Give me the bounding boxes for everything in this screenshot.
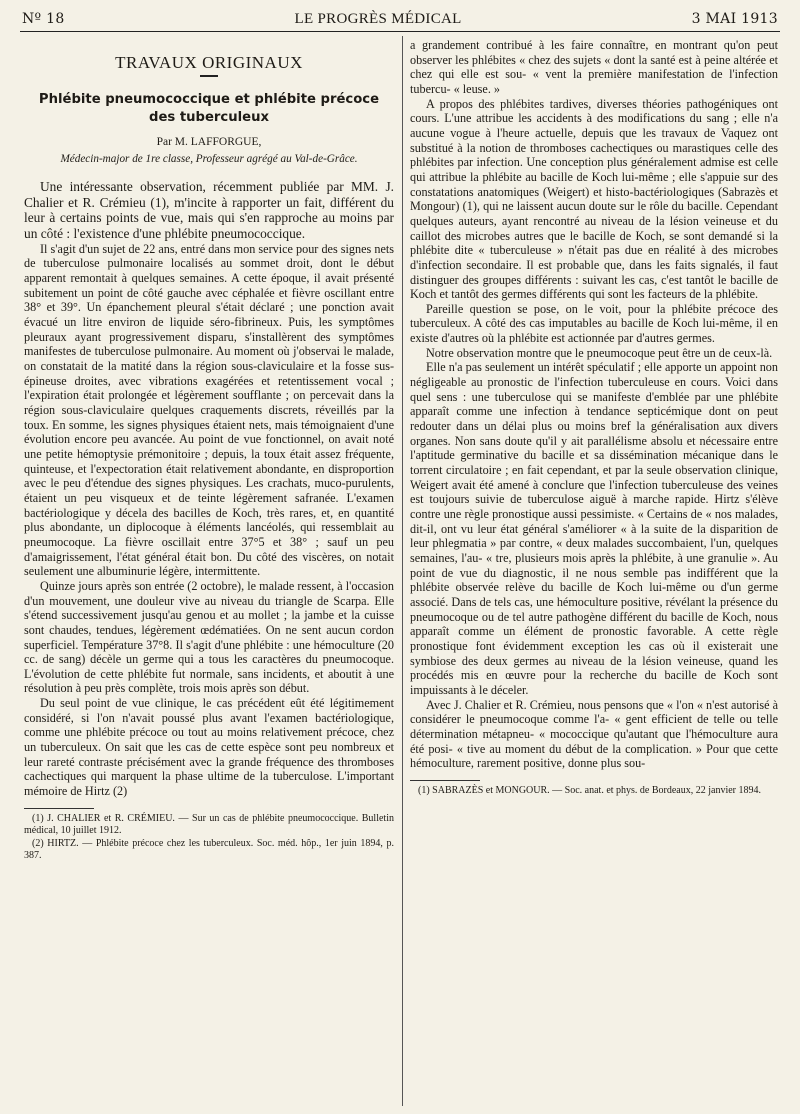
paragraph: Pareille question se pose, on le voit, pour la phlébite précoce des tuberculeux. A côté des cas imputables au bacille de Koch lui-même, il en existe d'autres où la phlébite est actionnée par d'autres germes. — [410, 301, 778, 346]
paragraph: Du seul point de vue clinique, le cas précédent eût été légitimement considéré, si l'on n'avait poussé plus avant l'examen bactériologique, comme une phlébite précoce ou tout au moins relativement précoce, chez un tuberculeux. On sait que les cas de cette espèce sont peu nombreux et leur rareté contraste précisément avec la grande fréquence des thromboses cachectiques qui marquent la phase ultime de la tuberculose. L'important mémoire de Hirtz (2) — [24, 696, 394, 799]
footnote-rule — [24, 808, 94, 809]
journal-name: LE PROGRÈS MÉDICAL — [294, 10, 462, 27]
issue-date: 3 MAI 1913 — [691, 11, 778, 27]
running-header — [22, 8, 778, 30]
article-byline: Par M. LAFFORGUE, — [156, 135, 262, 148]
paragraph: Il s'agit d'un sujet de 22 ans, entré dans mon service pour des signes nets de tuberculose pulmonaire localisés au sommet droit, dont le début apparent remontait à quelques semaines. A cette époque, il avait présenté subitement un point de côté gauche avec céphalée et fièvre oscillant entre 38° et 39°. Un épanchement pleural s'était déclaré ; une ponction avait évacué un litre environ de liquide séro-fibrineux. Puis, les symptômes pleuraux ayant progressivement disparu, s'installèrent des symptômes manifestes de tuberculose pulmonaire. Au moment où j'observai le malade, on constatait de la matité dans la région sous-claviculaire et la fosse sus-épineuse droites, avec vibrations exagérées et retentissement vocal ; l'expiration était prolongée et légèrement soufflante ; on percevait dans la région sous-claviculaire quelques craquements discrets, réveillés par la toux. En somme, les signes physiques étaient nets, mais témoignaient d'une évolution encore peu avancée. Au point de vue fonctionnel, on avait noté une petite hémoptysie prémonitoire ; depuis, la toux était assez fréquente, quinteuse, et l'expectoration était relativement abondante, en disproportion avec le peu d'étendue des signes physiques. Les crachats, muco-purulents, étaient un peu visqueux et de teinte légèrement safranée. L'examen bactériologique y décela des bacilles de Koch, très rares, et, en quantité plus abondante, un diplocoque à éléments lancéolés, qui ressemblait au pneumocoque. La fièvre oscillait entre 37°5 et 38° ; sauf un peu d'amaigrissement, l'état général était bon. Du côté des viscères, on notait seulement une albuminurie légère, intermittente. — [24, 241, 394, 579]
column-divider — [402, 36, 403, 1106]
paragraph: Elle n'a pas seulement un intérêt spéculatif ; elle apporte un appoint non négligeable au pronostic de l'infection tuberculeuse en cours. Voici dans quel sens : une tuberculose qui se manifeste d'emblée par une phlébite apparaît comme une infection à tendance septicémique dont on peut redouter dans un délai plus ou moins bref la généralisation aux divers organes. Non sans doute qu'il y ait parallélisme absolu et nécessaire entre l'aptitude germinative du bacille et sa dissémination mécanique dans le torrent circulatoire ; en fait cependant, et par la seule observation clinique, Weigert avait été amené à conclure que l'infection tuberculeuse des veines est toujours suivie de tuberculose aiguë à marche rapide. Hirtz s'élève contre une règle pronostique aussi pessimiste. « Certains de « nos malades, dit-il, ont vu leur état général s'améliorer « à la suite de la disparition de leur phlegmatia » par contre, « deux malades succombaient, l'un, quelques semaines, l'au- « tre, plusieurs mois après la phlébite, à une granulie ». Au point de vue du diagnostic, il ne nous semble pas indifférent que la phlébite observée relève du bacille de Koch lui-même ou d'un germe associé. Dans de tels cas, une hémoculture positive, révélant la présence du pneumocoque ou de tel autre pathogène différent du bacille de Koch, nous apparaît comme un élément de pronostic favorable. A cette règle pronostique font évidemment exception les cas où il existerait une symbiose des deux germes au niveau de la lésion veineuse, quand les procédés mis en œuvre pour la recherche du bacille de Koch sont impuissants à le déceler. — [410, 360, 778, 697]
footnote-rule — [410, 780, 480, 781]
section-heading: TRAVAUX ORIGINAUX — [115, 53, 303, 72]
footnote: (1) SABRAZÈS et MONGOUR. — Soc. anat. et phys. de Bordeaux, 22 janvier 1894. — [418, 784, 762, 796]
footnote: (1) J. CHALIER et R. CRÉMIEU. — Sur un cas de phlébite pneumococcique. Bulletin médical, 10 juillet 1912. — [24, 812, 394, 836]
paragraph: Notre observation montre que le pneumocoque peut être un de ceux-là. — [426, 345, 773, 360]
left-column — [24, 38, 394, 863]
header-rule — [20, 31, 780, 32]
article-title: Phlébite pneumococcique et phlébite précoce des tuberculeux — [38, 91, 380, 125]
right-column — [410, 38, 778, 798]
paragraph: Avec J. Chalier et R. Crémieu, nous pensons que « l'on « n'est autorisé à considérer le pneumocoque comme l'a- « gent efficient de telle ou telle détermination métapneu- « mococcique qu'autant que l'hémoculture aura été posi- « tive au moment du début de la complication. » Pour que cette hémoculture, rarement positive, donne plus sou- — [410, 697, 778, 771]
paragraph: Une intéressante observation, récemment publiée par MM. J. Chalier et R. Crémieu (1), m'incite à rapporter un fait, différent du leur à certains points de vue, mais qui s'en rapproche au moins par un côté : l'existence d'une phlébite pneumococcique. — [24, 178, 394, 242]
paragraph: A propos des phlébites tardives, diverses théories pathogéniques ont cours. L'une attribue les accidents à des modifications du sang ; elle n'a aucune vogue à l'heure actuelle, depuis que les travaux de Vaquez ont substitué à la notion de thromboses cachectiques ou marastiques celle des phlébites par infection. Une conception plus généralement admise est celle qui attribue la phlébite au bacille de Koch lui-même ; elle s'appuie sur des constatations anatomiques (Weigert) et histo-bactériologiques (Sabrazès et Mongour) (1), qui ne laissent aucun doute sur le rôle du bacille. Cependant quelques auteurs, ayant rencontré au niveau de la lésion veineuse et du caillot des microbes autres que le bacille de Koch, se sont demandé si la phlébite dite « tuberculeuse » n'était pas due en réalité à des microbes d'infection secondaire. Il est probable que, dans les faits signalés, il faut distinguer des groupes différents : suivant les cas, c'est tantôt le bacille de Koch et tantôt des germes différents qui sont les facteurs de la phlébite. — [410, 96, 778, 302]
article-affiliation: Médecin-major de 1re classe, Professeur agrégé au Val-de-Grâce. — [60, 153, 358, 166]
footnote: (2) HIRTZ. — Phlébite précoce chez les tuberculeux. Soc. méd. hôp., 1er juin 1894, p. 387. — [24, 837, 394, 861]
paragraph: a grandement contribué à les faire connaître, en montrant qu'on peut observer les phlébites « chez des sujets « dont la santé est à peine altérée et chez qui elle est sou- « vent la première manifestation de l'infection tubercu- « leuse. » — [410, 38, 778, 96]
section-dash — [200, 75, 218, 77]
issue-number: Nº 18 — [22, 11, 65, 27]
paragraph: Quinze jours après son entrée (2 octobre), le malade ressent, à l'occasion d'un mouvement, une douleur vive au niveau du triangle de Scarpa. Elle s'étend successivement jusqu'au genou et au mollet ; la jambe et la cuisse sont chaudes, tendues, légèrement œdématiées. On ne sent aucun cordon superficiel. Température 37°8. Il s'agit d'une phlébite : une hémoculture (20 cc. de sang) décèle un germe qui a tous les caractères du pneumocoque. L'évolution de cette phlébite fut normale, sans incidents, et aboutit à une résolution à peu près complète, trois mois après son début. — [24, 578, 394, 696]
